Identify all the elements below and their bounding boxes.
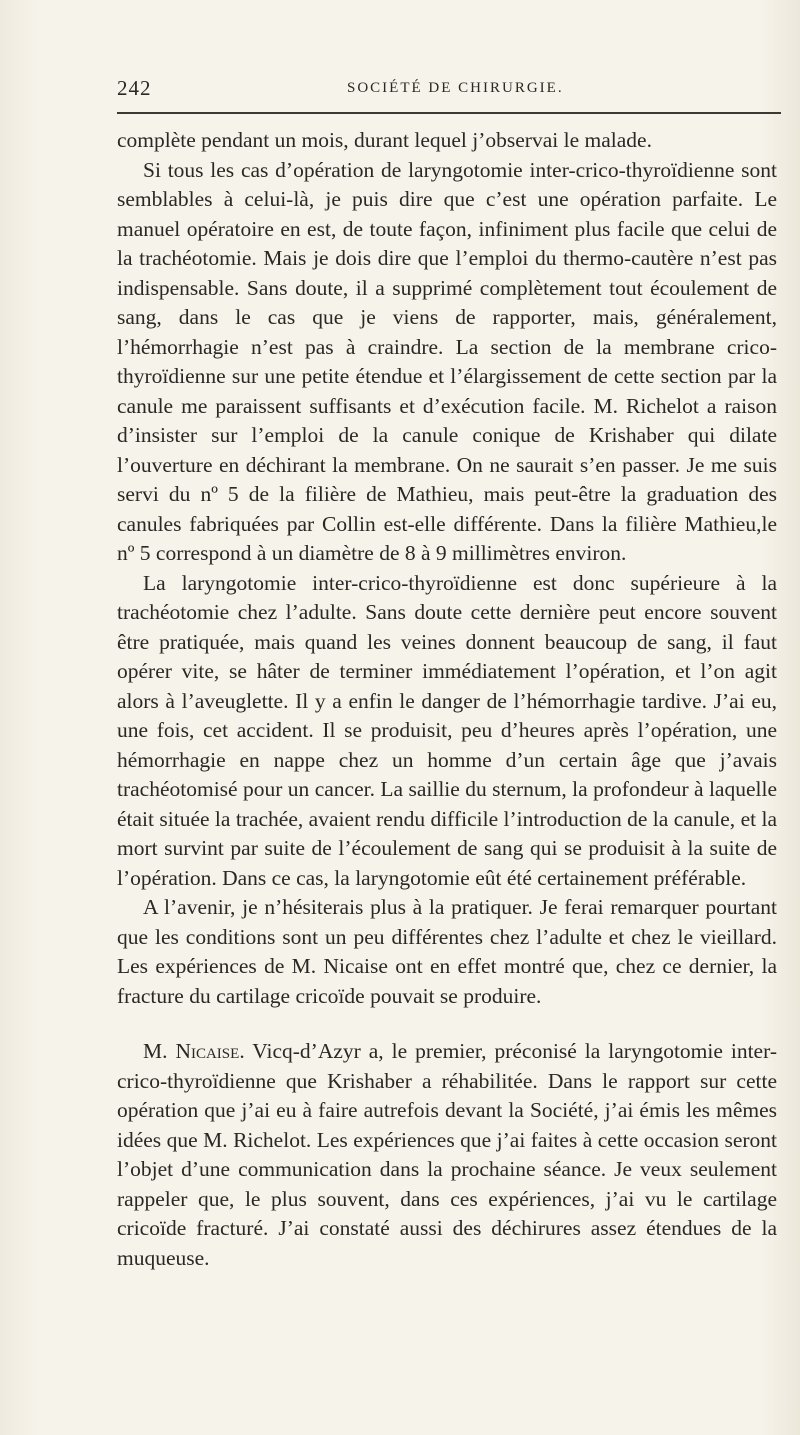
running-head: SOCIÉTÉ DE CHIRURGIE. [347, 80, 564, 96]
body-text [117, 126, 777, 1273]
paragraph: Si tous les cas d’opération de laryngotomie inter-crico-thyroïdienne sont semblables à celui-là, je puis dire que c’est une opération parfaite. Le manuel opératoire en est, de toute façon, infiniment plus facile que celui de la trachéotomie. Mais je dois dire que l’emploi du thermo-cautère n’est pas indispensable. Sans doute, il a supprimé complètement tout écoulement de sang, dans le cas que je viens de rapporter, mais, généralement, l’hémorrhagie n’est pas à craindre. La section de la membrane crico-thyroïdienne sur une petite étendue et l’élargissement de cette section par la canule me paraissent suffisants et d’exécution facile. M. Richelot a raison d’insister sur l’emploi de la canule conique de Krishaber qui dilate l’ouverture en déchirant la membrane. On ne saurait s’en passer. Je me suis servi du nº 5 de la filière de Mathieu, mais peut-être la graduation des canules fabriquées par Collin est-elle différente. Dans la filière Mathieu,le nº 5 correspond à un diamètre de 8 à 9 millimètres environ. [117, 157, 777, 565]
page-header [117, 76, 777, 102]
paragraph: complète pendant un mois, durant lequel j’observai le malade. [117, 128, 652, 152]
speech-paragraph [117, 1037, 777, 1273]
paragraph: A l’avenir, je n’hésiterais plus à la pratiquer. Je ferai remarquer pourtant que les conditions sont un peu différentes chez l’adulte et chez le vieillard. Les expériences de M. Nicaise ont en effet montré que, chez ce dernier, la fracture du cartilage cricoïde pouvait se produire. [117, 895, 777, 1008]
speaker-name: Nicaise [175, 1039, 240, 1063]
header-rule [117, 112, 781, 114]
speech-prefix: M. [143, 1039, 176, 1063]
page-number: 242 [117, 76, 152, 100]
paragraph: La laryngotomie inter-crico-thyroïdienne est donc supérieure à la trachéotomie chez l’adulte. Sans doute cette dernière peut encore souvent être pratiquée, mais quand les veines donnent beaucoup de sang, il faut opérer vite, se hâter de terminer immédiatement l’opération, et l’on agit alors à l’aveuglette. Il y a enfin le danger de l’hémorrhagie tardive. J’ai eu, une fois, cet accident. Il se produisit, peu d’heures après l’opération, une hémorrhagie en nappe chez un homme d’un certain âge que j’avais trachéotomisé pour un cancer. La saillie du sternum, la profondeur à laquelle était située la trachée, avaient rendu difficile l’introduction de la canule, et la mort survint par suite de l’écoulement de sang qui se produisit à la suite de l’opération. Dans ce cas, la laryngotomie eût été certainement préférable. [117, 570, 777, 890]
speech-text: . Vicq-d’Azyr a, le premier, préconisé la laryngotomie inter-crico-thyroïdienne que Krishaber a réhabilitée. Dans le rapport sur cette opération que j’ai eu à faire autrefois devant la Société, j’ai émis les mêmes idées que M. Richelot. Les expériences que j’ai faites à cette occasion seront l’objet d’une communication dans la prochaine séance. Je veux seulement rappeler que, le plus souvent, dans ces expériences, j’ai vu le cartilage cricoïde fracturé. J’ai constaté aussi des déchirures assez étendues de la muqueuse. [117, 1039, 777, 1270]
